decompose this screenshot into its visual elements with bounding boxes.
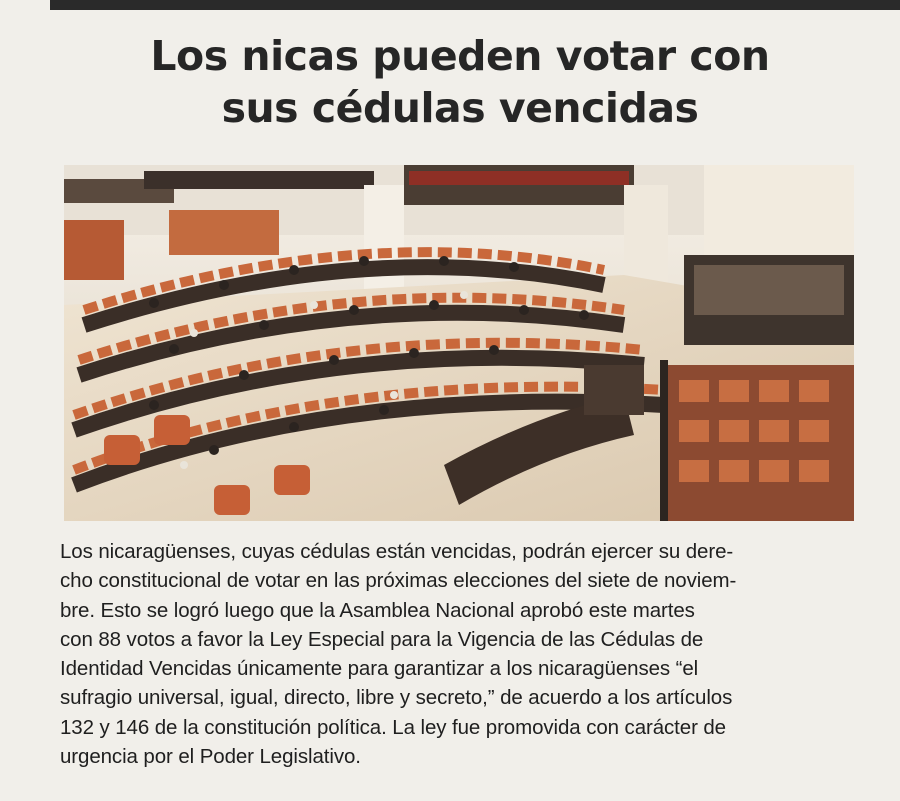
headline-line-2: sus cédulas vencidas — [221, 84, 699, 132]
body-line-2: cho constitucional de votar en las próximas elecciones del siete de noviem- — [60, 569, 737, 593]
article-body — [60, 537, 860, 771]
top-rule — [50, 0, 900, 10]
body-line-7: 132 y 146 de la constitución política. La ley fue promovida con carácter de — [60, 715, 726, 739]
body-line-3: bre. Esto se logró luego que la Asamblea Nacional aprobó este martes — [60, 598, 695, 622]
body-line-8: urgencia por el Poder Legislativo. — [60, 745, 361, 769]
body-line-1: Los nicaragüenses, cuyas cédulas están vencidas, podrán ejercer su dere- — [60, 540, 734, 563]
body-line-4: con 88 votos a favor la Ley Especial para la Vigencia de las Cédulas de — [60, 627, 704, 651]
body-line-5: Identidad Vencidas únicamente para garantizar a los nicaragüenses “el — [60, 657, 699, 681]
headline — [60, 30, 860, 134]
headline-line-1: Los nicas pueden votar con — [150, 32, 770, 80]
body-line-6: sufragio universal, igual, directo, libre y secreto,” de acuerdo a los artículos — [60, 686, 733, 710]
assembly-photo-illustration — [64, 165, 854, 521]
assembly-photo — [64, 165, 854, 521]
